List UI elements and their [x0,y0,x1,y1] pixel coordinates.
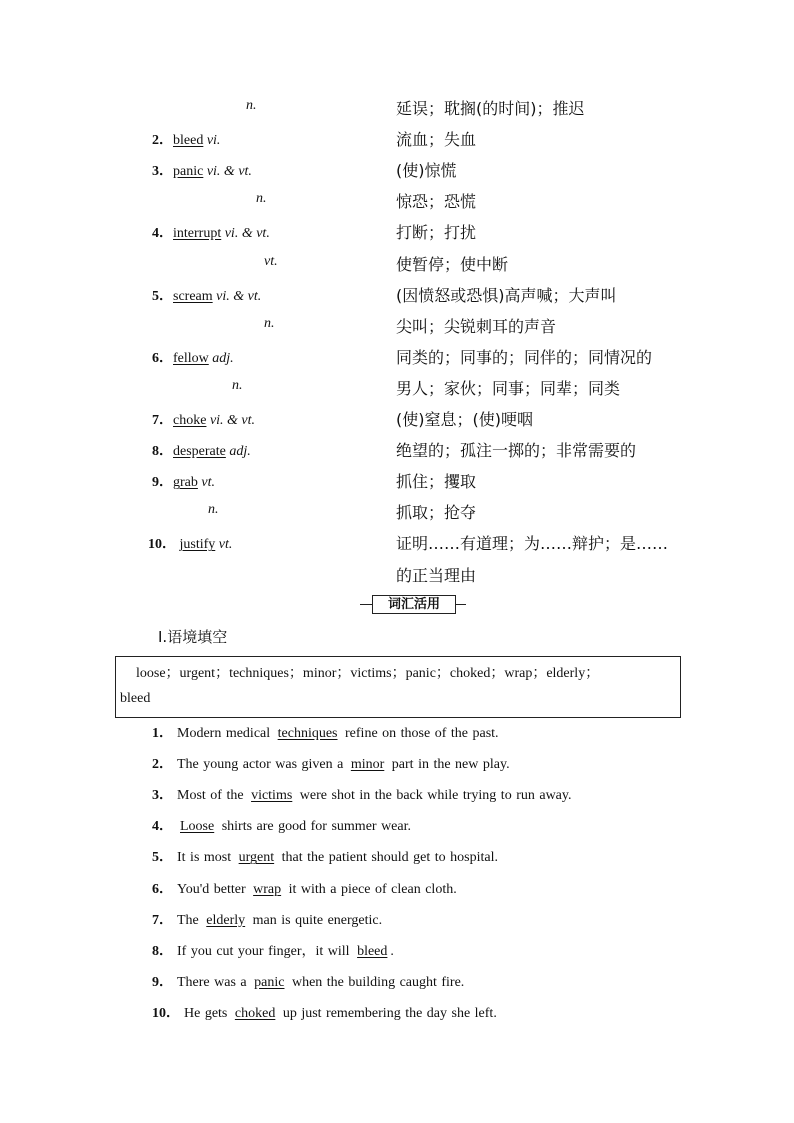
answer-blank: techniques [277,726,338,741]
vocab-entry [152,129,220,149]
vocab-row [0,156,794,180]
sentence [152,815,411,835]
vocab-pos: vt. [201,475,215,491]
sentence [152,784,571,804]
vocab-entry [152,409,255,429]
vocab-pos: n. [232,377,243,393]
sentence-after: refine on those of the past. [340,726,499,741]
sentence-after: it with a piece of clean cloth. [284,881,457,897]
answer-blank: elderly [206,912,246,928]
vocab-entry [152,471,215,491]
vocab-number: 8． [152,444,173,460]
sentence [152,909,382,929]
vocab-entry [152,440,251,460]
vocab-meaning: (使)惊慌 [396,161,457,181]
vocab-entry [152,222,270,242]
sentence [152,940,394,960]
sentence-after: that the patient should get to hospital. [277,850,498,866]
sentence-after: part in the new play. [387,757,510,773]
vocab-row [0,218,794,242]
vocab-pos: n. [256,191,267,207]
sentence-row [0,969,794,993]
sentence-after: were shot in the back while trying to run away. [295,788,572,804]
vocab-word: desperate [173,444,226,460]
vocab-row [0,94,794,118]
section-title-label: 词汇活用 [372,595,456,614]
vocab-word: panic [173,164,204,180]
vocab-word: fellow [173,350,209,366]
vocab-pos: adj. [229,444,251,460]
vocab-pos: n. [264,315,275,331]
sentence-row [0,876,794,900]
vocab-row [0,250,794,274]
vocab-row [0,498,794,522]
sentence-row [0,720,794,744]
sentence-after: shirts are good for summer wear. [217,819,412,835]
sentence-after: up just remembering the day she left. [278,1005,497,1021]
vocab-number: 7． [152,413,173,428]
sentence-before: The [177,912,204,928]
vocab-word: choke [173,413,207,428]
vocab-pos: vi. & vt. [216,288,262,304]
vocab-meaning: (使)窒息；(使)哽咽 [396,410,533,429]
vocab-meaning: 打断；打扰 [396,223,477,243]
sentence-number: 9． [152,974,173,990]
vocab-word: grab [173,475,198,491]
vocab-word: scream [173,288,213,304]
sentence-before: If you cut your finger，it will [177,943,355,959]
sub-heading: Ⅰ.语境填空 [158,628,228,646]
vocab-pos: vi. & vt. [209,413,256,428]
sentence-number: 8． [152,943,173,959]
vocab-entry [152,160,252,180]
sentence-before: Modern medical [177,726,275,741]
sentence-number: 4． [152,819,173,835]
sentence-after: . [390,943,394,959]
sentence [152,971,464,991]
vocab-number: 2． [152,133,173,149]
vocab-number: 9． [152,475,173,491]
sentence-before: The young actor was given a [177,757,348,773]
vocab-row [0,187,794,211]
title-rule-left [360,604,372,605]
answer-blank: panic [254,974,285,990]
vocab-word: bleed [173,133,204,149]
vocab-pos: vt. [218,537,233,553]
sentence-number: 5． [152,850,173,866]
vocab-meaning: 延误；耽搁(的时间)；推迟 [396,99,585,118]
vocab-row [0,436,794,460]
vocab-meaning: 抓住；攫取 [396,472,477,492]
sentence-row [0,751,794,775]
sentence-number: 6． [152,881,173,897]
section-title [360,594,466,614]
sentence-number: 10． [152,1005,180,1021]
sentence-row [0,844,794,868]
word-bank-box [115,656,681,718]
vocab-meaning: 男人；家伙；同事；同辈；同类 [396,378,621,398]
vocab-number: 6． [152,350,173,366]
vocab-meaning: 绝望的；孤注一掷的；非常需要的 [396,441,637,461]
vocab-row [0,374,794,398]
word-bank-line-1: loose；urgent；techniques；minor；victims；panic；choked；wrap；elderly； [136,666,600,681]
answer-blank: Loose [180,819,215,835]
answer-blank: victims [251,788,293,804]
answer-blank: urgent [238,850,275,866]
vocab-number: 4． [152,226,173,242]
sentence-number: 3． [152,788,173,804]
answer-blank: wrap [253,881,282,897]
vocab-word: interrupt [173,226,222,242]
vocab-entry [152,285,261,305]
vocab-row [0,405,794,429]
vocab-row [0,343,794,367]
answer-blank: bleed [357,943,388,959]
vocab-meaning: 同类的；同事的；同伴的；同情况的 [396,347,653,367]
vocab-pos: n. [246,98,257,113]
vocab-meaning: 抓取；抢夺 [396,503,477,523]
sentence-before: You'd better [177,881,251,897]
vocab-pos: vi. & vt. [206,164,252,180]
vocab-pos: vi. & vt. [224,226,270,242]
sentence-number: 1． [152,726,173,741]
vocab-meaning: 证明……有道理；为……辩护；是…… [396,534,669,554]
vocab-number: 3． [152,164,173,180]
sentence-number: 2． [152,757,173,773]
vocab-pos: vt. [264,253,278,269]
vocab-meaning: 惊恐；恐慌 [396,192,477,212]
vocab-row [0,467,794,491]
vocab-row [0,125,794,149]
vocab-row [0,529,794,553]
sentence [152,1002,497,1022]
sentence-number: 7． [152,912,173,928]
sentence-before: He gets [184,1005,232,1021]
word-bank-line-2: bleed [120,691,151,706]
sentence-after: when the building caught fire. [287,974,465,990]
vocab-meaning: 的正当理由 [396,565,477,585]
vocab-pos: vi. [206,133,221,149]
vocab-entry [152,347,234,367]
sentence-after: man is quite energetic. [248,912,383,928]
vocab-pos: adj. [212,350,234,366]
sentence [152,846,498,866]
sentence-before: There was a [177,974,252,990]
sentence [152,753,510,773]
sentence-row [0,782,794,806]
vocab-meaning: 使暂停；使中断 [396,254,509,274]
vocab-number: 5． [152,288,173,304]
answer-blank: minor [350,757,385,773]
sentence [152,722,499,742]
vocab-pos: n. [208,502,219,518]
vocab-meaning: (因愤怒或恐惧)高声喊；大声叫 [396,285,617,305]
vocab-row [0,561,794,585]
sentence-row [0,813,794,837]
sentence [152,878,457,898]
vocab-meaning: 尖叫；尖锐刺耳的声音 [396,316,557,336]
sentence-row [0,907,794,931]
sentence-before: Most of the [177,788,249,804]
vocab-row [0,312,794,336]
sentence-before: It is most [177,850,236,866]
vocab-meaning: 流血；失血 [396,130,477,150]
vocab-word: justify [179,537,216,553]
sentence-row [0,938,794,962]
vocab-entry [148,533,232,553]
vocab-row [0,281,794,305]
answer-blank: choked [234,1005,276,1021]
sentence-row [0,1000,794,1024]
vocab-number: 10． [148,537,176,553]
